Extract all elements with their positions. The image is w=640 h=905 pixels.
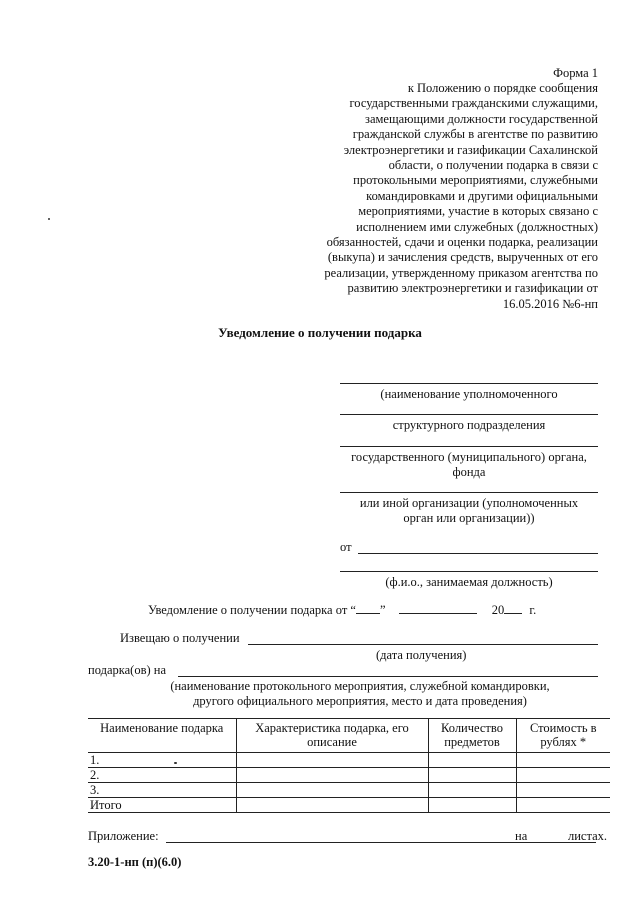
fill-line[interactable] [340, 445, 598, 447]
row-label: 1. [88, 753, 236, 768]
year-suffix: г. [529, 603, 537, 617]
table-row [88, 768, 610, 783]
regulation-reference [300, 81, 598, 312]
regulation-line: развитию электроэнергетики и газификации от [347, 281, 598, 296]
month-field[interactable] [399, 602, 477, 614]
from-fill-line[interactable] [358, 553, 598, 554]
regulation-line: командировками и другими официальными [366, 188, 598, 203]
addressee-block-2 [340, 413, 598, 433]
table-cell[interactable] [516, 783, 610, 798]
table-cell[interactable] [516, 753, 610, 768]
form-code: 3.20-1-нп (п)(6.0) [88, 855, 182, 869]
table-row [88, 798, 610, 813]
notice-text: Уведомление о получении подарка от [148, 603, 348, 617]
gift-label: подарка(ов) на [88, 663, 167, 677]
regulation-line: области, о получении подарка в связи с [388, 158, 598, 173]
event-field[interactable] [178, 676, 598, 677]
table-cell[interactable] [236, 768, 428, 783]
form-number: Форма 1 [553, 66, 598, 80]
regulation-line: замещающими должности государственной [365, 111, 598, 126]
table-cell[interactable] [428, 798, 516, 813]
regulation-line: (выкупа) и зачисления средств, вырученных от его [327, 250, 598, 265]
scan-speck [48, 218, 50, 220]
quote-open: “ [350, 603, 356, 617]
event-caption-line: (наименование протокольного мероприятия, служебной командировки, [170, 679, 550, 693]
attachment-label: Приложение: [88, 829, 159, 843]
addressee-block-4 [340, 491, 598, 527]
fill-line[interactable] [340, 413, 598, 415]
addressee-block-3 [340, 445, 598, 481]
receipt-date-caption: (дата получения) [376, 648, 467, 662]
quote-close: ” [379, 603, 386, 617]
table-cell[interactable] [516, 798, 610, 813]
regulation-line: государственными гражданскими служащими, [349, 96, 598, 111]
table-row [88, 753, 610, 768]
receipt-date-field[interactable] [248, 644, 598, 645]
addressee-block-1 [340, 382, 598, 402]
inform-label: Извещаю о получении [120, 631, 240, 645]
table-cell[interactable] [428, 783, 516, 798]
table-cell[interactable] [428, 753, 516, 768]
header-description: Характеристика подарка, его описание [236, 719, 428, 753]
fill-line[interactable] [340, 570, 598, 572]
from-caption: (ф.и.о., занимаемая должность) [385, 575, 553, 589]
gifts-table-wrap [88, 718, 610, 813]
on-label: на [515, 829, 528, 843]
table-cell[interactable] [236, 753, 428, 768]
document-title: Уведомление о получении подарка [218, 325, 422, 340]
event-caption [120, 679, 600, 710]
day-field[interactable] [356, 602, 380, 614]
regulation-line: мероприятиями, участие в которых связано с [358, 204, 598, 219]
table-header-row [88, 719, 610, 753]
fill-line[interactable] [340, 382, 598, 384]
regulation-line: 16.05.2016 №6-нп [502, 296, 598, 311]
header-gift-name: Наименование подарка [88, 719, 236, 753]
header-cost: Стоимость в рублях * [516, 719, 610, 753]
sheets-label: листах. [568, 829, 608, 843]
regulation-line: реализации, утвержденному приказом агентства по [324, 265, 598, 280]
header-quantity: Количество предметов [428, 719, 516, 753]
gifts-table [88, 718, 610, 813]
addressee-caption: структурного подразделения [392, 418, 546, 432]
regulation-line: к Положению о порядке сообщения [407, 81, 598, 95]
event-caption-line: другого официального мероприятия, место и дата проведения) [193, 694, 527, 709]
regulation-line: протокольными мероприятиями, служебными [353, 173, 598, 188]
from-label: от [340, 540, 352, 554]
addressee-caption: государственного (муниципального) органа, фонда [351, 450, 587, 480]
row-label: 2. [88, 768, 236, 783]
table-cell[interactable] [236, 798, 428, 813]
table-cell[interactable] [516, 768, 610, 783]
addressee-caption: или иной организации (уполномоченных орган или организации)) [359, 496, 579, 526]
regulation-line: электроэнергетики и газификации Сахалинской [343, 142, 598, 157]
addressee-caption: (наименование уполномоченного [380, 387, 558, 401]
scan-speck [174, 762, 177, 764]
sheet-count-field[interactable] [532, 842, 564, 843]
table-cell[interactable] [428, 768, 516, 783]
table-row [88, 783, 610, 798]
row-label: Итого [88, 798, 236, 813]
from-caption-block [340, 570, 598, 590]
table-cell[interactable] [236, 783, 428, 798]
fill-line[interactable] [340, 491, 598, 493]
regulation-line: исполнением ими служебных (должностных) [356, 219, 598, 234]
regulation-line: обязанностей, сдачи и оценки подарка, реализации [326, 235, 598, 250]
row-label: 3. [88, 783, 236, 798]
year-prefix: 20 [491, 603, 505, 617]
notice-line [148, 602, 536, 618]
year-field[interactable] [504, 602, 522, 614]
regulation-line: гражданской службы в агентстве по развитию [352, 127, 598, 142]
